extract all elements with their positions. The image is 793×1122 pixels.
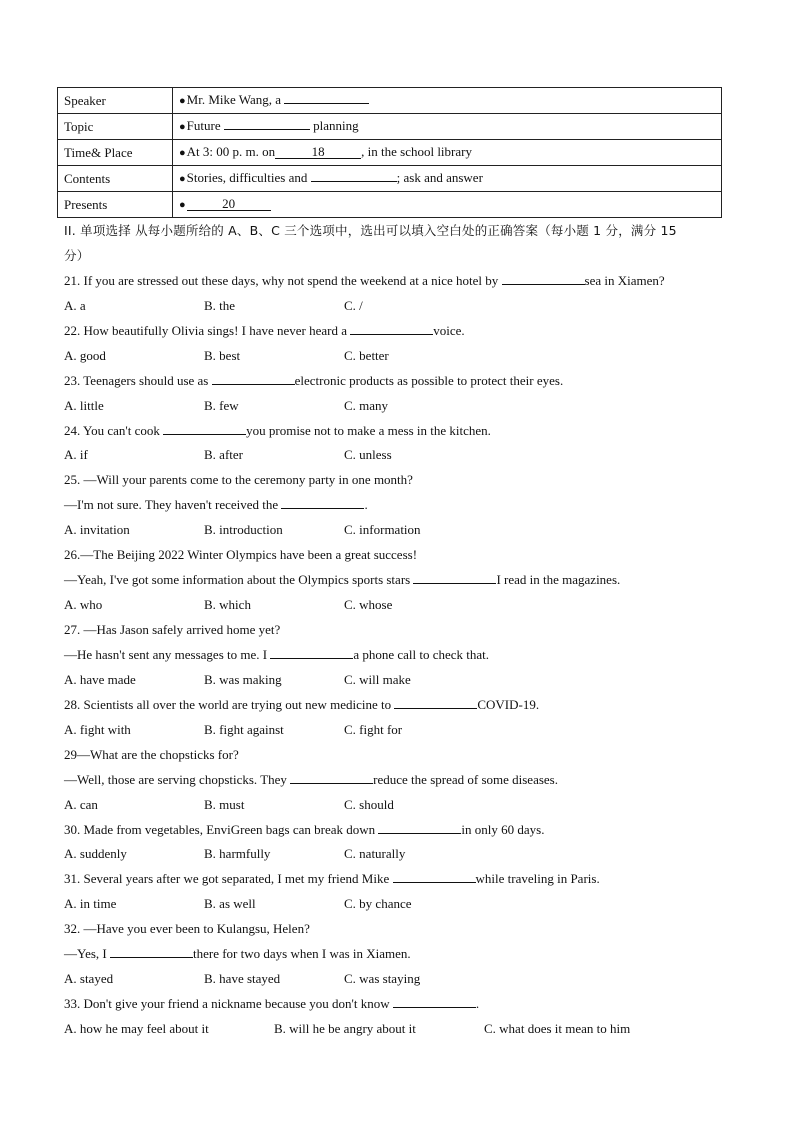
answer-blank [110, 945, 193, 958]
section-heading: II. 单项选择 从每小题所给的 A、B、C 三个选项中，选出可以填入空白处的正确答案（每小题 1 分，满分 15 [64, 223, 677, 238]
option-a[interactable]: A. invitation [64, 522, 130, 538]
stem-text: —Yeah, I've got some information about the Olympics sports stars [64, 572, 414, 588]
question-stem [64, 942, 734, 967]
row-label: Speaker [58, 88, 173, 114]
stem-text: —He hasn't sent any messages to me. I [64, 646, 271, 662]
option-c[interactable]: C. whose [344, 597, 393, 613]
question-prompt: 26.—The Beijing 2022 Winter Olympics have been a great success! [64, 547, 418, 563]
question-stem [64, 992, 734, 1017]
stem-text: 23. Teenagers should use as [64, 372, 212, 388]
question-stem [64, 269, 734, 294]
option-b[interactable]: B. have stayed [204, 971, 281, 987]
option-b[interactable]: B. the [204, 297, 236, 313]
question-list [64, 269, 734, 1042]
answer-options [64, 668, 734, 693]
stem-text: there for two days when I was in Xiamen. [193, 946, 411, 962]
question-stem [64, 493, 734, 518]
question-prompt: 25. —Will your parents come to the ceremony party in one month? [64, 472, 413, 488]
stem-text: —Yes, I [64, 946, 110, 962]
option-c[interactable]: C. what does it mean to him [484, 1021, 631, 1036]
answer-options [64, 344, 734, 369]
option-a[interactable]: A. in time [64, 896, 117, 912]
info-table [57, 87, 722, 218]
answer-options [64, 793, 734, 818]
stem-text: 22. How beautifully Olivia sings! I have never heard a [64, 322, 351, 338]
option-b[interactable]: B. fight against [204, 721, 284, 737]
option-a[interactable]: A. have made [64, 671, 136, 687]
table-row [58, 140, 722, 166]
stem-text: 24. You can't cook [64, 422, 164, 438]
option-c[interactable]: C. / [344, 297, 363, 313]
option-a[interactable]: A. suddenly [64, 846, 127, 862]
answer-blank [394, 696, 477, 709]
answer-blank [290, 771, 373, 784]
stem-text: 31. Several years after we got separated, I met my friend Mike [64, 871, 393, 887]
row-label: Topic [58, 114, 173, 140]
stem-text: in only 60 days. [461, 821, 545, 837]
answer-blank [163, 422, 246, 435]
fill-blank [311, 168, 397, 182]
row-value [173, 140, 722, 166]
fill-blank [224, 116, 310, 130]
question-stem [64, 369, 734, 394]
answer-blank [393, 870, 476, 883]
option-a[interactable]: A. if [64, 447, 88, 463]
answer-options [64, 842, 734, 867]
answer-options [64, 1017, 734, 1042]
option-b[interactable]: B. best [204, 347, 241, 363]
value-prefix: Mr. Mike Wang, a [186, 92, 285, 107]
answer-blank [212, 372, 295, 385]
row-value [173, 114, 722, 140]
bullet-icon: ● [179, 95, 186, 107]
row-value [173, 88, 722, 114]
option-b[interactable]: B. must [204, 796, 245, 812]
answer-options [64, 892, 734, 917]
row-label: Time& Place [58, 140, 173, 166]
value-prefix: At 3: 00 p. m. on [186, 144, 276, 159]
answer-options [64, 593, 734, 618]
answer-blank [413, 571, 496, 584]
answer-options [64, 443, 734, 468]
stem-text: 28. Scientists all over the world are trying out new medicine to [64, 696, 395, 712]
bullet-icon: ● [179, 199, 186, 211]
option-c[interactable]: C. better [344, 347, 389, 363]
question-stem [64, 419, 734, 444]
value-suffix: ; ask and answer [396, 170, 483, 185]
option-b[interactable]: B. few [204, 397, 239, 413]
option-c[interactable]: C. information [344, 522, 421, 538]
option-a[interactable]: A. can [64, 796, 98, 812]
stem-text: a phone call to check that. [353, 646, 490, 662]
stem-text: 30. Made from vegetables, EnviGreen bags can break down [64, 821, 379, 837]
option-b[interactable]: B. introduction [204, 522, 283, 538]
option-c[interactable]: C. many [344, 397, 389, 413]
fill-blank [284, 90, 369, 104]
value-suffix: planning [309, 118, 359, 133]
stem-text: . [364, 497, 368, 513]
option-c[interactable]: C. by chance [344, 896, 412, 912]
option-c[interactable]: C. should [344, 796, 394, 812]
option-c[interactable]: C. unless [344, 447, 392, 463]
table-row [58, 88, 722, 114]
bullet-icon: ● [179, 147, 186, 159]
stem-text: while traveling in Paris. [475, 871, 600, 887]
stem-text: I read in the magazines. [496, 572, 621, 588]
stem-text: sea in Xiamen? [584, 272, 665, 288]
option-a[interactable]: A. fight with [64, 721, 131, 737]
fill-blank: 18 [275, 145, 361, 159]
bullet-icon: ● [179, 173, 186, 185]
row-label: Presents [58, 192, 173, 218]
answer-blank [281, 496, 364, 509]
stem-text: 33. Don't give your friend a nickname because you don't know [64, 996, 393, 1012]
answer-blank [378, 821, 461, 834]
stem-text: COVID-19. [477, 696, 540, 712]
question-stem [64, 319, 734, 344]
answer-blank [393, 995, 476, 1008]
answer-blank [270, 646, 353, 659]
question-prompt: 29—What are the chopsticks for? [64, 746, 239, 762]
stem-text: 21. If you are stressed out these days, why not spend the weekend at a nice hotel by [64, 272, 502, 288]
row-value [173, 192, 722, 218]
table-row [58, 192, 722, 218]
stem-text: . [475, 996, 480, 1012]
option-b[interactable]: B. which [204, 597, 251, 613]
section-heading-cont: 分） [64, 247, 90, 263]
option-a[interactable]: A. good [64, 347, 106, 363]
answer-options [64, 394, 734, 419]
question-prompt: 32. —Have you ever been to Kulangsu, Helen? [64, 921, 310, 937]
value-prefix: Stories, difficulties and [186, 170, 311, 185]
option-a[interactable]: A. a [64, 297, 86, 313]
option-b[interactable]: B. as well [204, 896, 256, 912]
question-stem [64, 818, 734, 843]
exam-content [64, 219, 734, 1042]
option-c[interactable]: C. will make [344, 671, 411, 687]
answer-options [64, 967, 734, 992]
stem-text: reduce the spread of some diseases. [373, 771, 558, 787]
value-prefix: Future [186, 118, 224, 133]
stem-text: —Well, those are serving chopsticks. They [64, 771, 291, 787]
answer-blank [502, 272, 585, 285]
option-c[interactable]: C. naturally [344, 846, 406, 862]
question-stem [64, 643, 734, 668]
question-prompt: 27. —Has Jason safely arrived home yet? [64, 622, 281, 637]
answer-options [64, 294, 734, 319]
value-suffix: , in the school library [361, 144, 472, 159]
question-stem [64, 768, 734, 793]
fill-blank: 20 [187, 197, 271, 211]
stem-text: —I'm not sure. They haven't received the [64, 497, 282, 513]
row-value [173, 166, 722, 192]
question-stem [64, 867, 734, 892]
bullet-icon: ● [179, 121, 186, 133]
stem-text: electronic products as possible to protect their eyes. [294, 372, 564, 388]
question-stem [64, 568, 734, 593]
stem-text: voice. [433, 322, 465, 338]
table-row [58, 166, 722, 192]
option-a[interactable]: A. how he may feel about it [64, 1021, 209, 1036]
option-a[interactable]: A. who [64, 597, 103, 613]
option-b[interactable]: B. after [204, 447, 243, 463]
row-label: Contents [58, 166, 173, 192]
answer-blank [350, 322, 433, 335]
option-c[interactable]: C. was staying [344, 971, 421, 987]
table-row [58, 114, 722, 140]
option-b[interactable]: B. was making [204, 671, 282, 687]
option-a[interactable]: A. stayed [64, 971, 114, 987]
answer-options [64, 518, 734, 543]
stem-text: you promise not to make a mess in the kitchen. [246, 422, 491, 438]
answer-options [64, 718, 734, 743]
option-a[interactable]: A. little [64, 397, 104, 413]
option-c[interactable]: C. fight for [344, 721, 403, 737]
option-b[interactable]: B. harmfully [204, 846, 271, 862]
question-stem [64, 693, 734, 718]
option-b[interactable]: B. will he be angry about it [274, 1021, 416, 1036]
